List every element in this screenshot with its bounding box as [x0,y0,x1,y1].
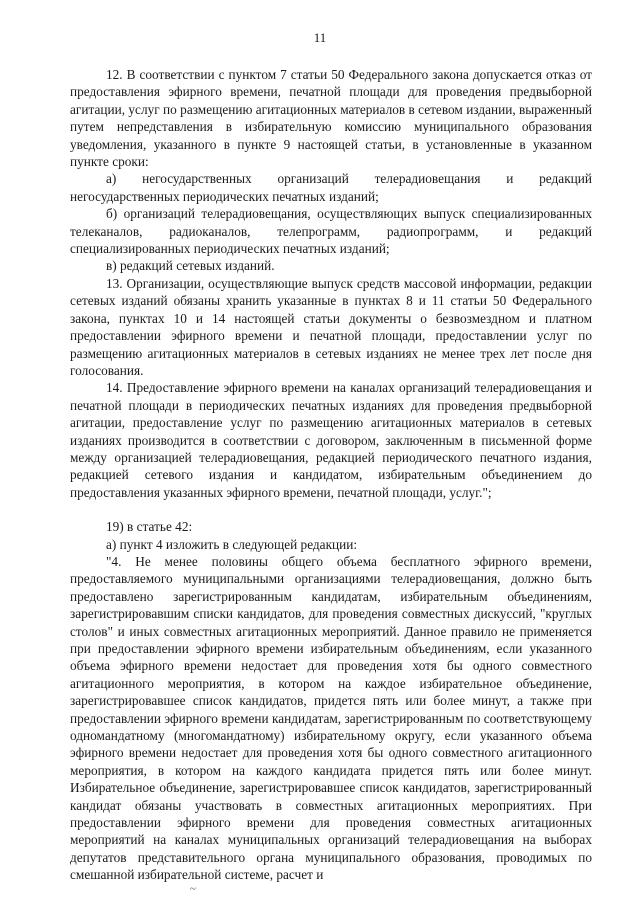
paragraph-subitem-b: б) организаций телерадиовещания, осуществляющих выпуск специализированных телеканалов, радиоканалов, телепрограмм, радиопрограмм, и редакций специализированных периодических печатных изданий; [70,206,592,257]
paragraph-subitem-v: в) редакций сетевых изданий. [106,258,275,274]
paragraph-subitem-a: а) негосударственных организаций телерадиовещания и редакций негосударственных периодических печатных изданий; [70,171,592,204]
document-body [70,66,592,884]
paragraph-item-12: 12. В соответствии с пунктом 7 статьи 50 Федерального закона допускается отказ от предоставления эфирного времени, печатной площади для проведения предвыборной агитации, услуг по размещению агитационных материалов в сетевом издании, выраженный путем непредставления в избирательную комиссию муниципального образования уведомления, указанного в пункте 9 настоящей статьи, в установленные в указанном пункте сроки: [70,67,592,170]
paragraph-item-19: 19) в статье 42: [106,519,193,535]
page-number: 11 [313,30,327,45]
scan-mark: ~ [190,883,196,895]
paragraph-point-4-text: "4. Не менее половины общего объема бесплатного эфирного времени, предоставляемого муниципальными организациями телерадиовещания, должно быть предоставлено зарегистрированным кандидатам, избирательным объединениям, зарегистрировавшим списки кандидатов, для проведения совместных дискуссий, "круглых столов" и иных совместных агитационных мероприятий. Данное правило не применяется при предоставлении эфирного времени избирательным объединениям, если указанного объема эфирного времени недостает для проведения хотя бы одного совместного агитационного мероприятия, в котором на каждое избирательное объединение, зарегистрировавшее список кандидатов, придется пять или более минут, а также при предоставлении эфирного времени кандидатам, зарегистрированным по соответствующему одномандатному (многомандатному) избирательному округу, если указанного объема эфирного времени недостает для проведения хотя бы одного совместного агитационного мероприятия, в котором на каждого кандидата придется пять или более минут. Избирательное объединение, зарегистрировавшее список кандидатов, зарегистрированный кандидат обязаны участвовать в совместных агитационных мероприятиях. При предоставлении эфирного времени для проведения совместных агитационных мероприятий на каналах муниципальных организаций телерадиовещания на выборах депутатов представительного органа муниципального образования, проводимых по смешанной избирательной системе, расчет и [70,553,592,883]
paragraph-subitem-a-point-4: а) пункт 4 изложить в следующей редакции: [106,536,358,552]
paragraph-item-14: 14. Предоставление эфирного времени на каналах организаций телерадиовещания и печатной площади в периодических печатных изданиях для проведения предвыборной агитации, предоставление услуг по размещению агитационных материалов в сетевых изданиях производится в соответствии с договором, заключенным в письменной форме между организацией телерадиовещания, редакцией периодического печатного издания, редакцией сетевого издания и кандидатом, избирательным объединением до предоставления указанных эфирного времени, печатной площади, услуг."; [70,380,592,500]
paragraph-item-13: 13. Организации, осуществляющие выпуск средств массовой информации, редакции сетевых изданий обязаны хранить указанные в пунктах 8 и 11 статьи 50 Федерального закона, пунктах 10 и 14 настоящей статьи документы о безвозмездном и платном предоставлении эфирного времени и печатной площади, предоставлении услуг по размещению агитационных материалов в сетевых изданиях не менее трех лет после дня голосования. [70,275,592,378]
